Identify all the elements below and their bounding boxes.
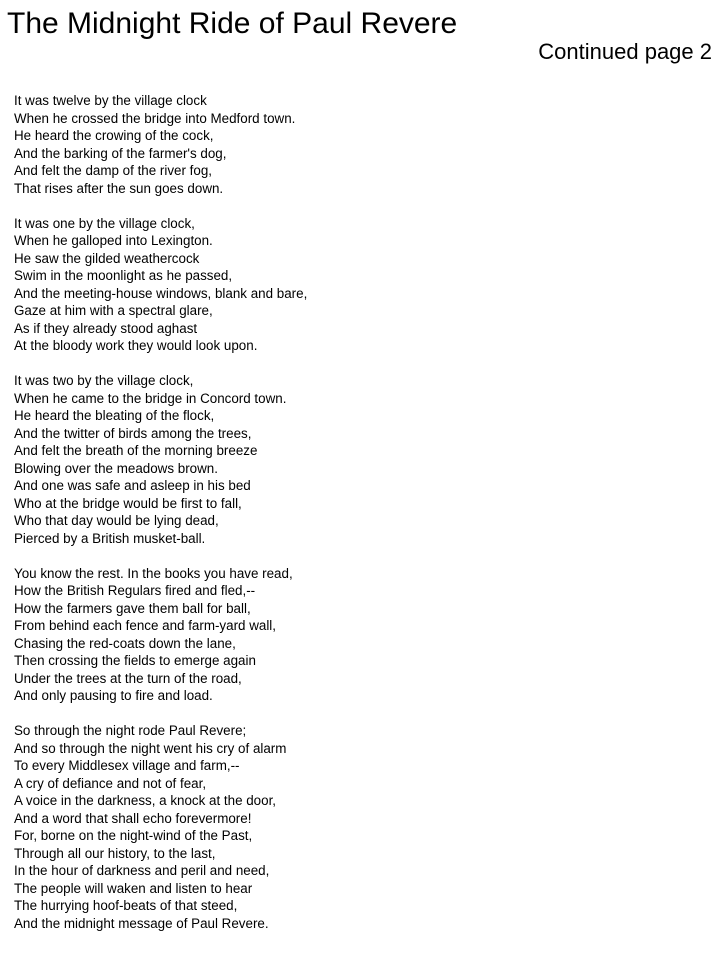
poem-line: He saw the gilded weathercock — [14, 250, 200, 266]
poem-line: As if they already stood aghast — [14, 320, 198, 336]
stanza — [14, 92, 307, 197]
poem-line: And so through the night went his cry of alarm — [14, 740, 287, 756]
poem-line: And one was safe and asleep in his bed — [14, 478, 251, 493]
poem-line: It was two by the village clock, — [14, 373, 194, 388]
poem-line: The hurrying hoof-beats of that steed, — [14, 898, 238, 913]
poem-line: And the twitter of birds among the trees, — [14, 425, 252, 441]
poem-line: Swim in the moonlight as he passed, — [14, 268, 233, 283]
poem-line: Who that day would be lying dead, — [14, 513, 219, 528]
poem-line: And a word that shall echo forevermore! — [14, 810, 252, 826]
poem-line: Gaze at him with a spectral glare, — [14, 303, 213, 318]
poem-line: For, borne on the night-wind of the Past, — [14, 828, 253, 843]
poem-line: Chasing the red-coats down the lane, — [14, 635, 236, 651]
poem-line: You know the rest. In the books you have read, — [14, 565, 293, 581]
poem-line: Then crossing the fields to emerge again — [14, 653, 256, 668]
poem-line: At the bloody work they would look upon. — [14, 338, 258, 353]
poem-line: From behind each fence and farm-yard wall, — [14, 618, 276, 633]
poem-line: And only pausing to fire and load. — [14, 688, 213, 703]
stanza — [14, 372, 307, 547]
poem-line: Under the trees at the turn of the road, — [14, 670, 242, 686]
poem-line: The people will waken and listen to hear — [14, 880, 253, 896]
poem-line: When he crossed the bridge into Medford town. — [14, 110, 296, 126]
poem-line: A voice in the darkness, a knock at the door, — [14, 793, 277, 808]
poem-line: And the meeting-house windows, blank and bare, — [14, 285, 308, 301]
page-subtitle: Continued page 2 — [538, 39, 712, 64]
poem-line: It was twelve by the village clock — [14, 93, 207, 108]
poem-line: To every Middlesex village and farm,-- — [14, 758, 240, 773]
poem-line: And felt the damp of the river fog, — [14, 163, 212, 178]
stanza — [14, 722, 307, 932]
poem-line: And the midnight message of Paul Revere. — [14, 915, 269, 931]
poem-line: Through all our history, to the last, — [14, 845, 216, 861]
stanza — [14, 565, 307, 705]
poem-line: When he came to the bridge in Concord town. — [14, 390, 287, 406]
poem-line: Pierced by a British musket-ball. — [14, 530, 206, 546]
poem-line: That rises after the sun goes down. — [14, 180, 224, 196]
poem-line: Blowing over the meadows brown. — [14, 460, 218, 476]
poem-line: And the barking of the farmer's dog, — [14, 145, 227, 161]
poem-line: How the British Regulars fired and fled,-- — [14, 583, 256, 598]
poem-line: And felt the breath of the morning breeze — [14, 443, 258, 458]
poem-line: Who at the bridge would be first to fall, — [14, 495, 242, 511]
poem-line: How the farmers gave them ball for ball, — [14, 600, 251, 616]
stanza — [14, 215, 307, 355]
poem-line: He heard the crowing of the cock, — [14, 128, 214, 143]
poem-line: It was one by the village clock, — [14, 215, 195, 231]
poem-line: So through the night rode Paul Revere; — [14, 723, 247, 738]
poem-line: When he galloped into Lexington. — [14, 233, 213, 248]
poem-line: He heard the bleating of the flock, — [14, 408, 215, 423]
poem-line: In the hour of darkness and peril and need, — [14, 863, 270, 878]
poem-body — [14, 92, 307, 932]
poem-line: A cry of defiance and not of fear, — [14, 775, 207, 791]
page-title: The Midnight Ride of Paul Revere — [7, 7, 458, 40]
